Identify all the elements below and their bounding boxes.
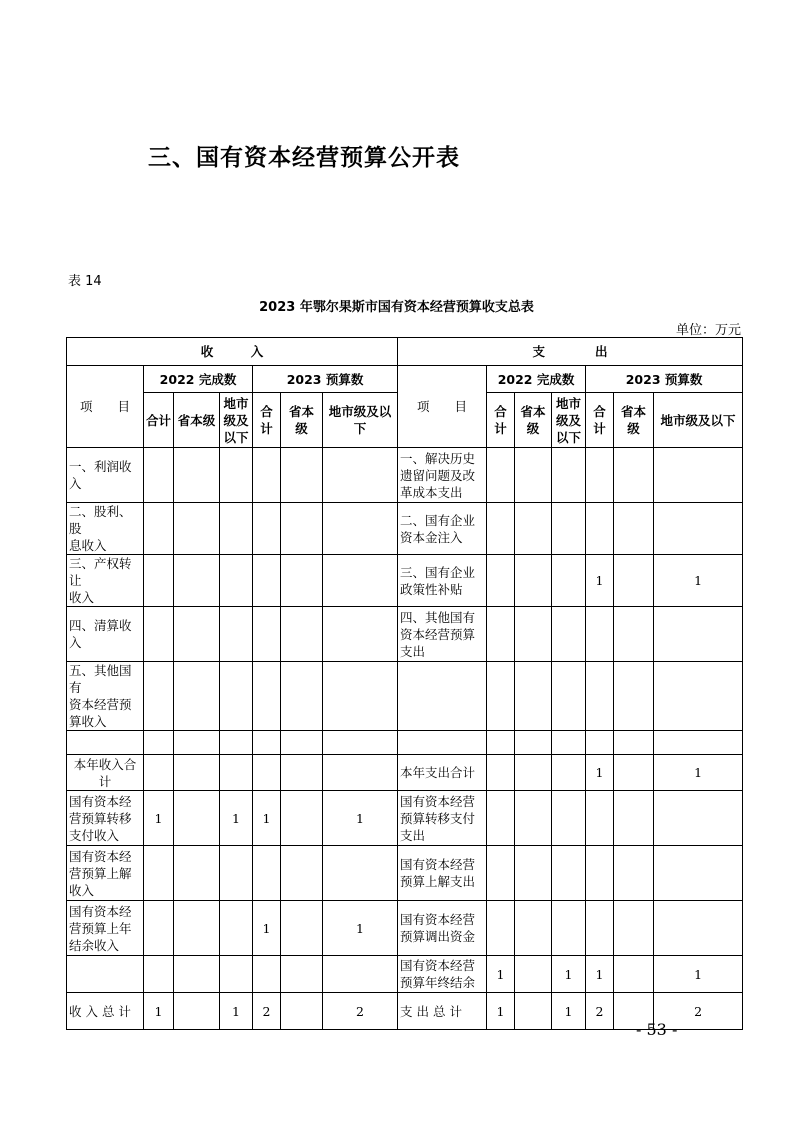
expense-2023-total-cell: 1 [586, 956, 614, 993]
expense-2023-municipal-cell [654, 662, 743, 731]
income-2023-provincial-cell [281, 731, 323, 755]
expense-2023-total-cell: 2 [586, 993, 614, 1030]
expense-2023-provincial-header: 省本 级 [614, 393, 654, 448]
expense-item-cell: 国有资本经营 预算上解支出 [398, 846, 487, 901]
expense-2022-total-cell [487, 503, 515, 555]
income-2022-total-cell [144, 448, 174, 503]
income-item-cell: 一、利润收入 [67, 448, 144, 503]
income-2023-municipal-cell [323, 662, 398, 731]
income-2022-total-cell [144, 503, 174, 555]
income-2023-provincial-cell [281, 607, 323, 662]
income-2022-provincial-cell [174, 755, 220, 791]
expense-item-cell: 国有资本经营 预算调出资金 [398, 901, 487, 956]
income-2022-municipal-cell [220, 662, 253, 731]
income-2022-municipal-cell [220, 956, 253, 993]
expense-2023-municipal-cell [654, 731, 743, 755]
income-2023-provincial-cell [281, 448, 323, 503]
expense-2022-total-cell [487, 448, 515, 503]
expense-2023-provincial-cell [614, 607, 654, 662]
expense-2023-total-cell [586, 448, 614, 503]
income-2023-total-cell [253, 956, 281, 993]
income-2022-municipal-cell [220, 755, 253, 791]
income-2023-total-cell [253, 731, 281, 755]
income-item-cell: 国有资本经 营预算转移 支付收入 [67, 791, 144, 846]
expense-item-cell: 国有资本经营 预算年终结余 [398, 956, 487, 993]
expense-2022-municipal-cell [552, 503, 586, 555]
expense-2022-provincial-cell [515, 662, 552, 731]
expense-2022-municipal-cell: 1 [552, 993, 586, 1030]
expense-2023-municipal-cell: 2 [654, 993, 743, 1030]
income-2023-total-header: 合 计 [253, 393, 281, 448]
income-2022-total-cell [144, 555, 174, 607]
income-2023-municipal-cell [323, 846, 398, 901]
expense-2023-total-cell [586, 503, 614, 555]
expense-2023-municipal-cell [654, 846, 743, 901]
expense-2022-provincial-cell [515, 555, 552, 607]
expense-2022-municipal-cell [552, 846, 586, 901]
income-2022-total-header: 合计 [144, 393, 174, 448]
expense-2022-header: 2022 完成数 [487, 366, 586, 393]
income-2022-provincial-header: 省本级 [174, 393, 220, 448]
expense-2023-provincial-cell [614, 846, 654, 901]
expense-item-cell: 本年支出合计 [398, 755, 487, 791]
expense-2022-municipal-cell [552, 662, 586, 731]
income-2022-total-cell [144, 901, 174, 956]
expenditure-header: 支 出 [398, 338, 743, 366]
expense-2022-provincial-cell [515, 503, 552, 555]
income-item-cell: 四、清算收入 [67, 607, 144, 662]
expense-2022-provincial-cell [515, 731, 552, 755]
income-2023-municipal-header: 地市级及以 下 [323, 393, 398, 448]
expense-2023-municipal-cell [654, 448, 743, 503]
income-2023-municipal-cell [323, 555, 398, 607]
expense-2023-provincial-cell [614, 956, 654, 993]
expense-2023-municipal-cell [654, 607, 743, 662]
expense-2023-provincial-cell [614, 901, 654, 956]
table-row [67, 448, 743, 503]
expense-2023-provincial-cell [614, 731, 654, 755]
income-2023-total-cell [253, 662, 281, 731]
expense-2022-municipal-cell [552, 755, 586, 791]
table-row [67, 607, 743, 662]
expense-item-cell: 四、其他国有 资本经营预算 支出 [398, 607, 487, 662]
table-row [67, 555, 743, 607]
income-2023-municipal-cell [323, 448, 398, 503]
expense-2022-municipal-cell: 1 [552, 956, 586, 993]
income-2022-total-cell [144, 731, 174, 755]
income-item-cell: 三、产权转让 收入 [67, 555, 144, 607]
income-2022-provincial-cell [174, 448, 220, 503]
income-2023-total-cell [253, 555, 281, 607]
expense-2023-total-cell [586, 846, 614, 901]
table-row [67, 791, 743, 846]
income-2022-total-cell: 1 [144, 791, 174, 846]
income-2023-provincial-cell [281, 791, 323, 846]
income-2023-municipal-cell [323, 956, 398, 993]
income-header: 收 入 [67, 338, 398, 366]
income-2023-total-cell [253, 448, 281, 503]
expense-2023-municipal-cell [654, 901, 743, 956]
expense-2022-total-cell: 1 [487, 993, 515, 1030]
expense-2023-provincial-cell [614, 503, 654, 555]
expense-2023-municipal-cell: 1 [654, 555, 743, 607]
income-2022-total-cell [144, 956, 174, 993]
expense-2023-total-cell [586, 607, 614, 662]
income-2022-municipal-cell: 1 [220, 993, 253, 1030]
income-2023-provincial-cell [281, 846, 323, 901]
income-2023-provincial-cell [281, 503, 323, 555]
income-2022-provincial-cell [174, 993, 220, 1030]
income-2022-provincial-cell [174, 503, 220, 555]
expense-2023-municipal-header: 地市级及以下 [654, 393, 743, 448]
expense-2023-municipal-cell: 1 [654, 956, 743, 993]
expense-2022-total-cell [487, 607, 515, 662]
income-2023-total-cell: 1 [253, 901, 281, 956]
expense-2023-total-header: 合 计 [586, 393, 614, 448]
table-row [67, 956, 743, 993]
expense-2022-municipal-cell [552, 555, 586, 607]
expense-2023-header: 2023 预算数 [586, 366, 743, 393]
income-2022-provincial-cell [174, 607, 220, 662]
income-2022-municipal-header: 地市 级及 以下 [220, 393, 253, 448]
income-2022-provincial-cell [174, 846, 220, 901]
table-row [67, 662, 743, 731]
expense-2022-provincial-cell [515, 993, 552, 1030]
expense-2023-municipal-cell [654, 791, 743, 846]
expense-2023-total-cell [586, 731, 614, 755]
expense-2022-total-cell [487, 901, 515, 956]
income-2022-total-cell [144, 662, 174, 731]
income-item-cell: 收 入 总 计 [67, 993, 144, 1030]
income-2023-municipal-cell: 2 [323, 993, 398, 1030]
expense-item-header: 项 目 [398, 366, 487, 448]
expense-item-cell: 支 出 总 计 [398, 993, 487, 1030]
income-2022-header: 2022 完成数 [144, 366, 253, 393]
income-2023-municipal-cell: 1 [323, 901, 398, 956]
income-2022-total-cell [144, 846, 174, 901]
expense-2022-total-cell [487, 662, 515, 731]
income-2023-provincial-cell [281, 901, 323, 956]
income-2023-total-cell: 2 [253, 993, 281, 1030]
table-row [67, 846, 743, 901]
income-2023-provincial-header: 省本级 [281, 393, 323, 448]
expense-2022-provincial-cell [515, 755, 552, 791]
expense-2022-provincial-cell [515, 607, 552, 662]
expense-2022-municipal-cell [552, 448, 586, 503]
expense-2023-total-cell [586, 791, 614, 846]
expense-item-cell [398, 662, 487, 731]
income-2023-total-cell: 1 [253, 791, 281, 846]
income-2022-municipal-cell [220, 555, 253, 607]
table-row [67, 731, 743, 755]
page-number: - 53 - [636, 1020, 678, 1039]
income-2022-municipal-cell: 1 [220, 791, 253, 846]
expense-2022-total-header: 合 计 [487, 393, 515, 448]
income-2023-municipal-cell: 1 [323, 791, 398, 846]
expense-item-cell: 二、国有企业 资本金注入 [398, 503, 487, 555]
income-2023-municipal-cell [323, 503, 398, 555]
income-2023-municipal-cell [323, 755, 398, 791]
expense-2023-total-cell: 1 [586, 755, 614, 791]
budget-table [66, 337, 743, 1030]
expense-2023-provincial-cell [614, 791, 654, 846]
expense-2023-total-cell [586, 901, 614, 956]
expense-2023-total-cell [586, 662, 614, 731]
income-2023-municipal-cell [323, 607, 398, 662]
expense-2022-provincial-cell [515, 846, 552, 901]
income-2023-total-cell [253, 607, 281, 662]
expense-2022-total-cell [487, 846, 515, 901]
expense-2022-provincial-cell [515, 791, 552, 846]
income-2022-total-cell [144, 607, 174, 662]
income-item-cell: 本年收入合 计 [67, 755, 144, 791]
expense-2022-municipal-cell [552, 901, 586, 956]
unit-label: 单位：万元 [675, 323, 741, 338]
income-2023-provincial-cell [281, 555, 323, 607]
expense-2022-total-cell [487, 791, 515, 846]
expense-2023-provincial-cell [614, 448, 654, 503]
table-row [67, 755, 743, 791]
income-2022-provincial-cell [174, 956, 220, 993]
expense-2022-municipal-cell [552, 607, 586, 662]
income-2022-municipal-cell [220, 731, 253, 755]
income-2023-total-cell [253, 503, 281, 555]
expense-2022-municipal-header: 地市 级及 以下 [552, 393, 586, 448]
expense-2023-municipal-cell: 1 [654, 755, 743, 791]
expense-item-cell: 国有资本经营 预算转移支付 支出 [398, 791, 487, 846]
income-2022-provincial-cell [174, 791, 220, 846]
income-2023-header: 2023 预算数 [253, 366, 398, 393]
income-2023-provincial-cell [281, 662, 323, 731]
income-2023-provincial-cell [281, 956, 323, 993]
expense-2022-total-cell: 1 [487, 956, 515, 993]
expense-item-cell: 一、解决历史 遗留问题及改 革成本支出 [398, 448, 487, 503]
income-2022-municipal-cell [220, 901, 253, 956]
income-item-cell [67, 956, 144, 993]
expense-2022-total-cell [487, 755, 515, 791]
income-item-header: 项 目 [67, 366, 144, 448]
income-item-cell: 国有资本经 营预算上年 结余收入 [67, 901, 144, 956]
expense-2023-provincial-cell [614, 755, 654, 791]
income-2023-total-cell [253, 755, 281, 791]
expense-2022-provincial-header: 省本 级 [515, 393, 552, 448]
expense-2023-provincial-cell [614, 555, 654, 607]
expense-2023-total-cell: 1 [586, 555, 614, 607]
income-2022-municipal-cell [220, 607, 253, 662]
income-2023-provincial-cell [281, 755, 323, 791]
income-2022-municipal-cell [220, 846, 253, 901]
table-row [67, 901, 743, 956]
expense-2022-provincial-cell [515, 901, 552, 956]
table-title: 2023 年鄂尔果斯市国有资本经营预算收支总表 [259, 300, 534, 315]
expense-2023-provincial-cell [614, 662, 654, 731]
income-2022-provincial-cell [174, 662, 220, 731]
expense-2023-municipal-cell [654, 503, 743, 555]
expense-2022-provincial-cell [515, 448, 552, 503]
income-2022-provincial-cell [174, 901, 220, 956]
income-2023-provincial-cell [281, 993, 323, 1030]
income-2023-total-cell [253, 846, 281, 901]
income-2022-provincial-cell [174, 731, 220, 755]
income-2022-provincial-cell [174, 555, 220, 607]
income-item-cell: 五、其他国有 资本经营预 算收入 [67, 662, 144, 731]
income-2022-municipal-cell [220, 448, 253, 503]
expense-2022-municipal-cell [552, 791, 586, 846]
expense-2022-provincial-cell [515, 956, 552, 993]
income-2022-total-cell [144, 755, 174, 791]
expense-item-cell: 三、国有企业 政策性补贴 [398, 555, 487, 607]
page-heading: 三、国有资本经营预算公开表 [148, 145, 460, 171]
income-2022-total-cell: 1 [144, 993, 174, 1030]
income-item-cell: 二、股利、股 息收入 [67, 503, 144, 555]
income-item-cell: 国有资本经 营预算上解 收入 [67, 846, 144, 901]
expense-2022-total-cell [487, 731, 515, 755]
expense-2022-municipal-cell [552, 731, 586, 755]
table-number: 表 14 [68, 274, 102, 289]
income-2023-municipal-cell [323, 731, 398, 755]
income-2022-municipal-cell [220, 503, 253, 555]
table-row [67, 503, 743, 555]
income-item-cell [67, 731, 144, 755]
expense-2022-total-cell [487, 555, 515, 607]
expense-item-cell [398, 731, 487, 755]
